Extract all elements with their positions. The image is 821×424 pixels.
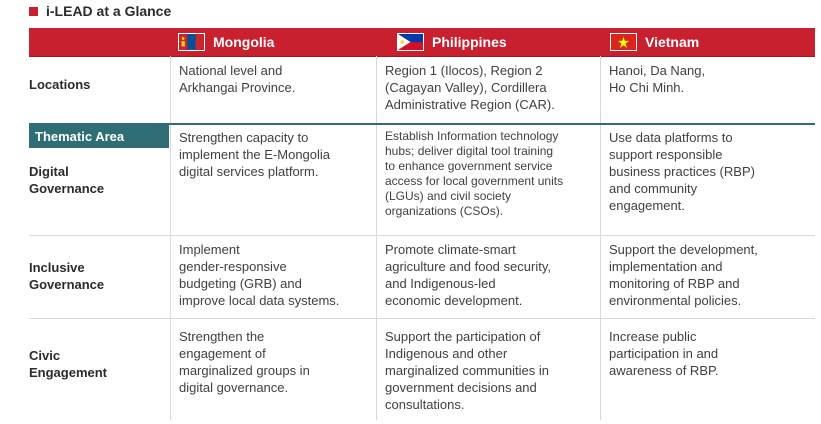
philippines-flag-icon: [397, 33, 424, 51]
column-label-vietnam: Vietnam: [645, 34, 700, 50]
cell-inclusive-vietnam: Support the development, implementation and monitoring of RBP and environmental policies.: [609, 242, 758, 308]
row-label-civic-engagement: Civic Engagement: [29, 348, 108, 380]
cell-digital-mongolia: Strengthen capacity to implement the E-Mongolia digital services platform.: [179, 130, 331, 179]
column-label-mongolia: Mongolia: [213, 34, 275, 50]
column-header-mongolia: [178, 28, 274, 56]
table-header: [29, 28, 815, 57]
column-header-vietnam: [610, 28, 699, 56]
cell-civic-vietnam: Increase public participation in and awareness of RBP.: [609, 329, 719, 378]
cell-digital-vietnam: Use data platforms to support responsible business practices (RBP) and community engagement.: [609, 130, 755, 213]
cell-locations-philippines: Region 1 (Ilocos), Region 2 (Cagayan Valley), Cordillera Administrative Region (CAR).: [385, 63, 555, 112]
cell-locations-mongolia: National level and Arkhangai Province.: [179, 63, 296, 95]
page-title: i-LEAD at a Glance: [46, 3, 172, 19]
cell-inclusive-mongolia: Implement gender-responsive budgeting (GRB) and improve local data systems.: [179, 242, 340, 308]
row-label-digital-governance: Digital Governance: [29, 164, 105, 196]
cell-inclusive-philippines: Promote climate-smart agriculture and food security, and Indigenous-led economic development.: [385, 242, 551, 308]
title-block: [29, 2, 171, 20]
mongolia-flag-icon: [178, 33, 205, 51]
column-divider: [600, 56, 601, 420]
vietnam-flag-icon: [610, 33, 637, 51]
column-divider: [170, 56, 171, 420]
row-divider: [29, 235, 815, 236]
cell-locations-vietnam: Hanoi, Da Nang, Ho Chi Minh.: [609, 63, 706, 95]
cell-civic-mongolia: Strengthen the engagement of marginalized groups in digital governance.: [179, 329, 310, 395]
thematic-area-label: Thematic Area: [29, 124, 169, 148]
column-header-philippines: [397, 28, 507, 56]
row-label-locations: Locations: [29, 77, 91, 92]
column-divider: [376, 56, 377, 420]
cell-digital-philippines: Establish Information technology hubs; deliver digital tool training to enhance government service access for local government units (LGUs) and civil society organizations (CSOs).: [385, 129, 564, 218]
row-label-inclusive-governance: Inclusive Governance: [29, 260, 105, 292]
cell-civic-philippines: Support the participation of Indigenous and other marginalized communities in government decisions and consultations.: [385, 329, 550, 412]
column-label-philippines: Philippines: [432, 34, 507, 50]
title-marker-icon: [29, 7, 38, 16]
row-divider: [29, 318, 815, 319]
